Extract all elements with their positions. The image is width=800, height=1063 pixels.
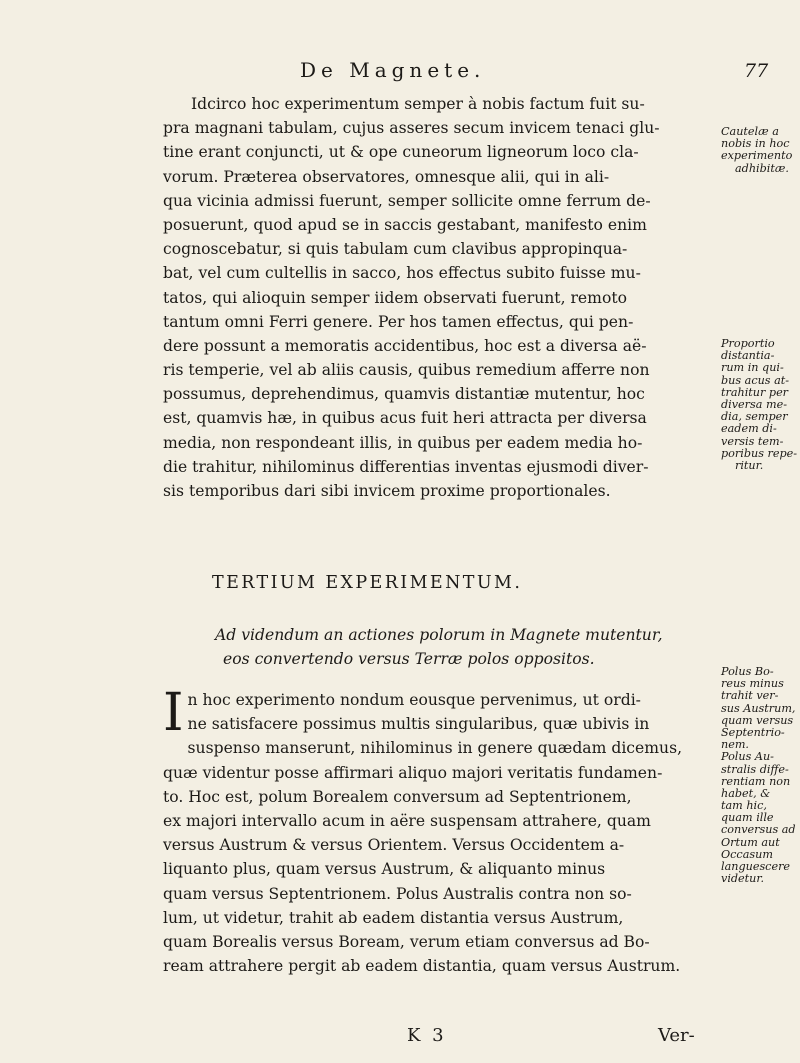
text-line: tantum omni Ferri genere. Per hos tamen effectus, qui pen-	[163, 312, 634, 331]
margin-note-line: videtur.	[721, 872, 765, 886]
text-line: qua vicinia admissi fuerunt, semper sollicite omne ferrum de-	[163, 191, 651, 210]
text-line: ream attrahere pergit ab eadem distantia, quam versus Austrum.	[163, 957, 681, 976]
text-line: Idcirco hoc experimentum semper à nobis factum fuit su-	[191, 95, 645, 113]
text-line: sis temporibus dari sibi invicem proxime proportionales.	[163, 482, 611, 500]
margin-note-line: trahit ver-	[721, 689, 779, 703]
margin-note-line: conversus ad	[721, 823, 796, 837]
margin-note-line: nobis in hoc	[721, 137, 790, 151]
running-head: De Magnete.	[300, 58, 486, 82]
paragraph-1	[163, 92, 718, 503]
margin-note-line: diversa me-	[721, 397, 788, 411]
subtitle-line: Ad videndum an actiones polorum in Magnete mutentur,	[215, 626, 663, 644]
margin-note-line: Cautelæ a	[721, 125, 779, 138]
margin-note-line: nem.	[721, 738, 749, 752]
text-line: tatos, qui alioquin semper iidem observati fuerunt, remoto	[163, 288, 627, 307]
text-line: pra magnani tabulam, cujus asseres secum invicem tenaci glu-	[163, 119, 660, 138]
margin-note-line: dia, semper	[721, 410, 788, 424]
margin-note-line: stralis diffe-	[721, 762, 789, 776]
margin-note-line: reus minus	[721, 677, 784, 691]
margin-note-line: Proportio	[721, 337, 775, 350]
text-line: posuerunt, quod apud se in saccis gestabant, manifesto enim	[163, 215, 647, 234]
margin-note-line: languescere	[721, 860, 791, 873]
text-line: vorum. Præterea observatores, omnesque alii, qui in ali-	[163, 167, 610, 186]
text-line: to. Hoc est, polum Borealem conversum ad Septentrionem,	[163, 787, 632, 806]
text-line: versus Austrum & versus Orientem. Versus Occidentem a-	[163, 836, 625, 855]
text-line: lum, ut videtur, trahit ab eadem distantia versus Austrum,	[163, 908, 624, 927]
drop-cap: I	[163, 683, 184, 743]
text-line: suspenso manserunt, nihilominus in genere quædam dicemus,	[187, 739, 683, 758]
section-subtitle	[215, 623, 705, 671]
page-number: 77	[744, 60, 769, 82]
margin-note-line: ritur.	[735, 458, 764, 472]
margin-note-line: eadem di-	[721, 422, 777, 436]
margin-note-line: distantia-	[721, 349, 775, 363]
section-heading: TERTIUM EXPERIMENTUM.	[212, 573, 523, 593]
text-line: possumus, deprehendimus, quamvis distantiæ mutentur, hoc	[163, 385, 645, 404]
margin-note-line: rum in qui-	[721, 361, 784, 375]
text-line: ris temperie, vel ab aliis causis, quibus remedium afferre non	[163, 361, 650, 380]
paragraph-2	[163, 683, 718, 978]
text-line: die trahitur, nihilominus differentias inventas ejusmodi diver-	[163, 457, 649, 476]
text-line: media, non respondeant illis, in quibus per eadem media ho-	[163, 433, 643, 452]
margin-note-line: Ortum aut	[721, 835, 780, 849]
signature-mark: K 3	[407, 1025, 447, 1046]
subtitle-line: eos convertendo versus Terræ polos oppositos.	[223, 650, 595, 668]
margin-note-line: quam ille	[721, 811, 774, 825]
catchword: Ver-	[658, 1025, 695, 1046]
margin-note-line: habet, &	[721, 786, 771, 800]
text-line: ex majori intervallo acum in aëre suspensam attrahere, quam	[163, 811, 651, 830]
text-line: ne satisfacere possimus multis singularibus, quæ ubivis in	[187, 715, 650, 734]
margin-note-line: trahitur per	[721, 385, 789, 399]
text-line: n hoc experimento nondum eousque pervenimus, ut ordi-	[187, 691, 641, 709]
text-line: quam Borealis versus Boream, verum etiam conversus ad Bo-	[163, 932, 650, 951]
margin-note-line: quam versus	[721, 713, 794, 727]
margin-note-line: rentiam non	[721, 774, 791, 788]
text-line: cognoscebatur, si quis tabulam cum clavibus appropinqua-	[163, 240, 628, 259]
margin-note-line: adhibitæ.	[735, 161, 789, 175]
text-line: quam versus Septentrionem. Polus Australis contra non so-	[163, 884, 632, 903]
text-line: dere possunt a memoratis accidentibus, hoc est a diversa aë-	[163, 336, 647, 355]
margin-note-line: Polus Au-	[721, 750, 774, 764]
margin-note-line: versis tem-	[721, 434, 784, 448]
text-line: est, quamvis hæ, in quibus acus fuit heri attracta per diversa	[163, 409, 647, 428]
margin-note-line: Polus Bo-	[721, 665, 774, 678]
margin-note-line: Septentrio-	[721, 725, 785, 739]
margin-note-polus	[721, 666, 795, 885]
margin-note-line: bus acus at-	[721, 373, 790, 387]
margin-note-cautelae	[721, 126, 795, 175]
margin-note-line: Occasum	[721, 847, 773, 861]
text-line: quæ videntur posse affirmari aliquo majori veritatis fundamen-	[163, 763, 663, 782]
text-line: bat, vel cum cultellis in sacco, hos effectus subito fuisse mu-	[163, 264, 641, 283]
margin-note-line: sus Austrum,	[721, 701, 796, 715]
text-line: tine erant conjuncti, ut & ope cuneorum ligneorum loco cla-	[163, 143, 639, 162]
margin-note-line: poribus repe-	[721, 446, 798, 460]
margin-note-line: tam hic,	[721, 799, 767, 813]
margin-note-proportio	[721, 337, 798, 472]
margin-note-line: experimento	[721, 149, 793, 163]
text-line: liquanto plus, quam versus Austrum, & aliquanto minus	[163, 860, 606, 879]
